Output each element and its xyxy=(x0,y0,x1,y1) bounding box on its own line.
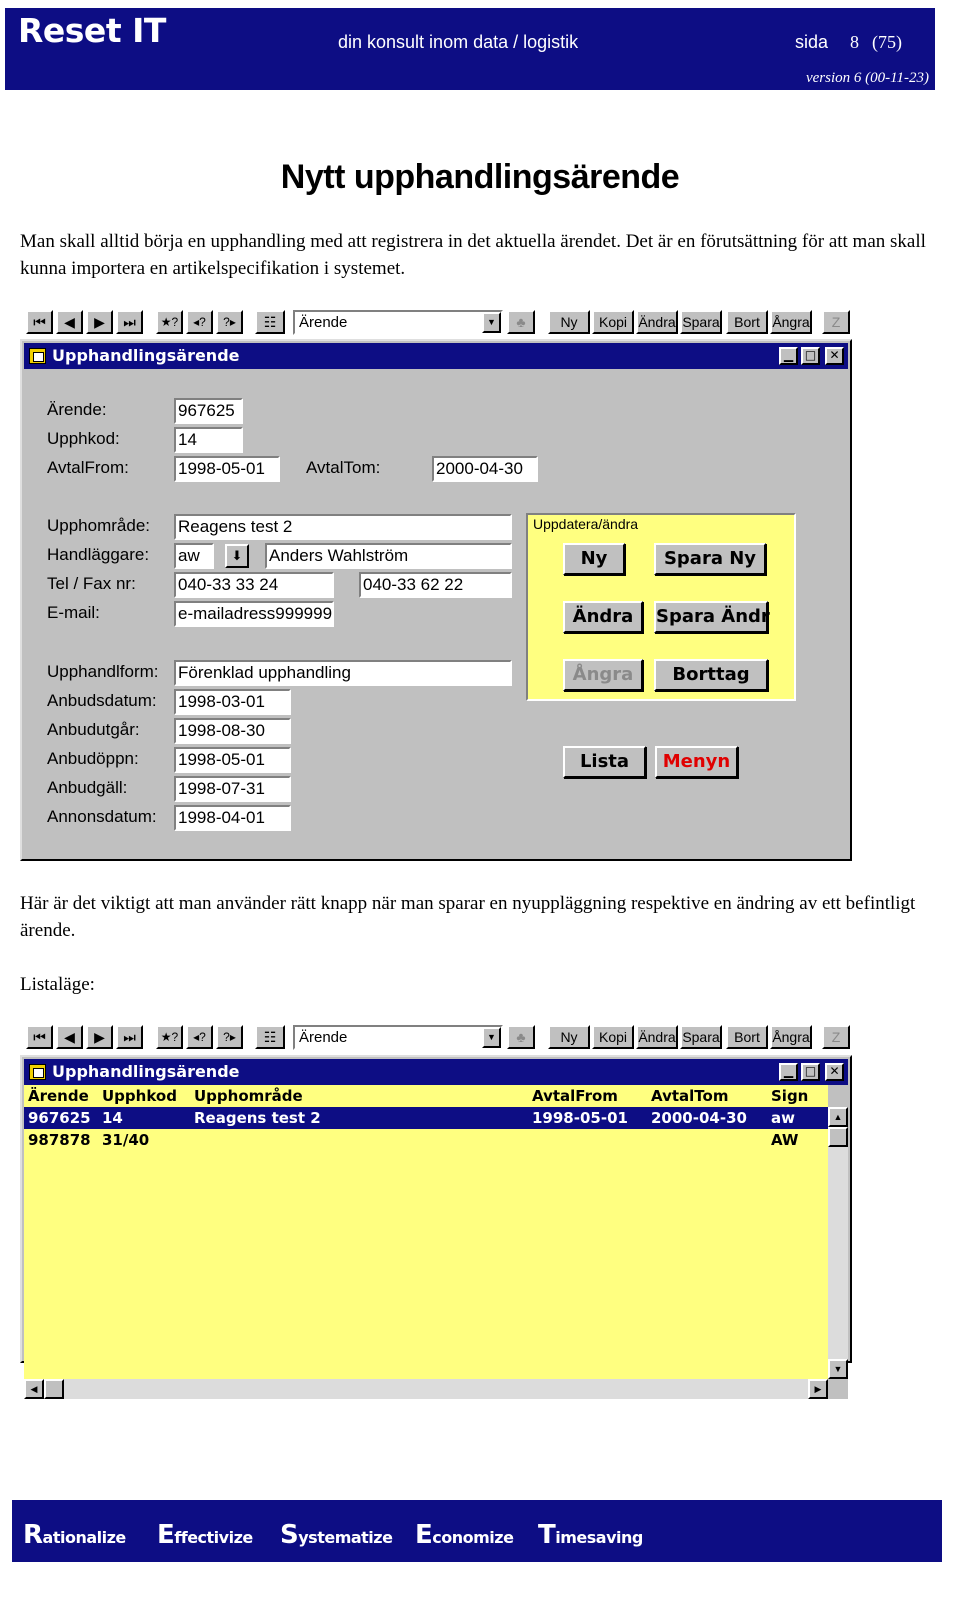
column-header-sign[interactable]: Sign xyxy=(771,1087,809,1105)
list-window-title: Upphandlingsärende xyxy=(52,1062,240,1081)
find-prev-button[interactable]: ◂? xyxy=(186,310,213,334)
list-window-titlebar[interactable] xyxy=(24,1059,848,1085)
scroll-thumb[interactable] xyxy=(828,1127,848,1147)
arende-field[interactable]: 967625 xyxy=(174,398,243,424)
anbudutgar-label: Anbudutgår: xyxy=(47,720,140,739)
handlaggare-name-field[interactable]: Anders Wahlström xyxy=(265,543,512,569)
form-select-value: Ärende xyxy=(299,1029,348,1046)
form-select[interactable] xyxy=(293,310,503,335)
upphkod-field[interactable]: 14 xyxy=(174,427,243,453)
page-title: Nytt upphandlingsärende xyxy=(280,158,680,196)
toolbar-bort-button[interactable]: Bort xyxy=(726,1025,768,1049)
note-paragraph: Här är det viktigt att man använder rätt knapp när man sparar en nyuppläggning respektive en ändring av ett befintligt ärende. xyxy=(20,893,916,941)
update-panel-title: Uppdatera/ändra xyxy=(533,516,639,532)
toolbar-angra-button[interactable]: Ångra xyxy=(770,310,812,334)
email-field[interactable]: e-mailadress999999 xyxy=(174,601,334,627)
page-label: sida xyxy=(795,32,829,52)
form-window-title: Upphandlingsärende xyxy=(52,346,240,365)
page-total: (75) xyxy=(872,32,902,52)
avtalfrom-label: AvtalFrom: xyxy=(47,458,129,477)
anbudgall-label: Anbudgäll: xyxy=(47,778,128,797)
page-header xyxy=(5,8,935,90)
andra-button[interactable]: Ändra xyxy=(563,601,643,633)
column-header-upphomrade[interactable]: Upphområde xyxy=(194,1087,303,1105)
toolbar-ny-button[interactable]: Ny xyxy=(548,310,590,334)
anbudoppn-label: Anbudöppn: xyxy=(47,749,139,768)
spara-ny-button[interactable]: Spara Ny xyxy=(654,543,766,575)
cell-arende: 967625 xyxy=(28,1109,91,1127)
minimize-icon[interactable]: ▁ xyxy=(779,1063,798,1081)
toolbar-z-button[interactable]: Z xyxy=(822,310,850,334)
fax-field[interactable]: 040-33 62 22 xyxy=(359,572,512,598)
toolbar-ny-button[interactable]: Ny xyxy=(548,1025,590,1049)
handlaggare-picker-icon[interactable]: ⬇ xyxy=(225,544,249,568)
footer-word: Systematize xyxy=(280,1520,393,1550)
toolbar-bort-button[interactable]: Bort xyxy=(726,310,768,334)
header-tagline: din konsult inom data / logistik xyxy=(338,32,579,52)
toolbar-form xyxy=(22,309,854,339)
footer-word: Rationalize xyxy=(23,1520,126,1550)
form-window xyxy=(20,339,852,861)
cell-upphkod: 31/40 xyxy=(102,1131,150,1149)
minimize-icon[interactable]: ▁ xyxy=(779,347,798,365)
tree-icon[interactable]: ♣ xyxy=(507,310,535,334)
resize-grip-icon[interactable] xyxy=(828,1379,848,1399)
scroll-down-icon[interactable]: ▼ xyxy=(828,1359,848,1379)
footer-word: Effectivize xyxy=(157,1520,253,1550)
cell-sign: AW xyxy=(771,1131,799,1149)
avtalfrom-field[interactable]: 1998-05-01 xyxy=(174,456,280,482)
toolbar-andra-button[interactable]: Ändra xyxy=(636,310,678,334)
annonsdatum-field[interactable]: 1998-04-01 xyxy=(174,805,291,831)
footer-word: Economize xyxy=(415,1520,514,1550)
toolbar-z-button[interactable]: Z xyxy=(822,1025,850,1049)
dropdown-arrow-icon[interactable]: ▼ xyxy=(482,312,501,333)
list-window xyxy=(20,1055,852,1394)
cell-upphomrade: Reagens test 2 xyxy=(194,1109,321,1127)
arende-label: Ärende: xyxy=(47,400,107,419)
email-label: E-mail: xyxy=(47,603,100,622)
upphomrade-field[interactable]: Reagens test 2 xyxy=(174,514,512,540)
handlaggare-label: Handläggare: xyxy=(47,545,150,564)
next-record-button[interactable]: ▶ xyxy=(86,310,113,334)
maximize-icon[interactable]: □ xyxy=(801,347,820,365)
prev-record-button[interactable]: ◀ xyxy=(56,310,83,334)
list-mode-heading: Listaläge: xyxy=(20,974,95,995)
cell-avtaltom: 2000-04-30 xyxy=(651,1109,747,1127)
column-header-avtaltom[interactable]: AvtalTom xyxy=(651,1087,729,1105)
close-icon[interactable]: ✕ xyxy=(825,1063,844,1081)
toolbar-spara-button[interactable]: Spara xyxy=(680,310,722,334)
upphkod-label: Upphkod: xyxy=(47,429,120,448)
avtaltom-field[interactable]: 2000-04-30 xyxy=(432,456,538,482)
lista-button[interactable]: Lista xyxy=(563,746,646,778)
maximize-icon[interactable]: □ xyxy=(801,1063,820,1081)
anbudutgar-field[interactable]: 1998-08-30 xyxy=(174,718,291,744)
vertical-scrollbar[interactable] xyxy=(828,1107,848,1379)
find-all-button[interactable]: ★? xyxy=(156,310,183,334)
table-row[interactable] xyxy=(24,1107,828,1129)
intro-paragraph: Man skall alltid börja en upphandling med att registrera in det aktuella ärendet. Det är en förutsättning för att man skall kunna importera en artikelspecifikation i systemet. xyxy=(20,231,926,279)
table-row[interactable] xyxy=(24,1129,828,1151)
borttag-button[interactable]: Borttag xyxy=(654,659,768,691)
cell-arende: 987878 xyxy=(28,1131,91,1149)
find-prev-button[interactable]: ◂? xyxy=(186,1025,213,1049)
form-window-titlebar[interactable] xyxy=(24,343,848,369)
list-header-row xyxy=(24,1085,828,1107)
app-icon xyxy=(29,348,46,364)
first-record-button[interactable]: ⏮ xyxy=(26,1025,53,1049)
close-icon[interactable]: ✕ xyxy=(825,347,844,365)
page-footer xyxy=(12,1500,942,1562)
find-next-button[interactable]: ?▸ xyxy=(216,1025,243,1049)
scroll-right-icon[interactable]: ▶ xyxy=(808,1379,828,1399)
tel-field[interactable]: 040-33 33 24 xyxy=(174,572,334,598)
toolbar-angra-button[interactable]: Ångra xyxy=(770,1025,812,1049)
anbudgall-field[interactable]: 1998-07-31 xyxy=(174,776,291,802)
telfax-label: Tel / Fax nr: xyxy=(47,574,136,593)
find-next-button[interactable]: ?▸ xyxy=(216,310,243,334)
toolbar-kopi-button[interactable]: Kopi xyxy=(592,310,634,334)
column-header-upphkod[interactable]: Upphkod xyxy=(102,1087,177,1105)
anbudsdatum-label: Anbudsdatum: xyxy=(47,691,157,710)
form-select-value: Ärende xyxy=(299,314,348,331)
page-number: 8 xyxy=(850,32,859,52)
upphandlform-field[interactable]: Förenklad upphandling xyxy=(174,660,512,686)
last-record-button[interactable]: ⏭ xyxy=(116,310,143,334)
menyn-button[interactable]: Menyn xyxy=(655,746,738,778)
dropdown-arrow-icon[interactable]: ▼ xyxy=(482,1027,501,1048)
tree-icon[interactable]: ♣ xyxy=(507,1025,535,1049)
brand-logo: Reset IT xyxy=(18,11,166,50)
column-header-avtalfrom[interactable]: AvtalFrom xyxy=(532,1087,618,1105)
scroll-left-icon[interactable]: ◀ xyxy=(24,1379,44,1399)
form-select[interactable] xyxy=(293,1025,503,1050)
version-label: version 6 (00-11-23) xyxy=(805,70,929,86)
ny-button[interactable]: Ny xyxy=(563,543,625,575)
anbudsdatum-field[interactable]: 1998-03-01 xyxy=(174,689,291,715)
cell-avtalfrom: 1998-05-01 xyxy=(532,1109,628,1127)
cell-sign: aw xyxy=(771,1109,795,1127)
toolbar-andra-button[interactable]: Ändra xyxy=(636,1025,678,1049)
toolbar-spara-button[interactable]: Spara xyxy=(680,1025,722,1049)
first-record-button[interactable]: ⏮ xyxy=(26,310,53,334)
find-all-button[interactable]: ★? xyxy=(156,1025,183,1049)
toolbar-kopi-button[interactable]: Kopi xyxy=(592,1025,634,1049)
prev-record-button[interactable]: ◀ xyxy=(56,1025,83,1049)
scroll-up-icon[interactable]: ▲ xyxy=(828,1107,848,1127)
column-header-arende[interactable]: Ärende xyxy=(28,1087,89,1105)
next-record-button[interactable]: ▶ xyxy=(86,1025,113,1049)
scroll-thumb-horizontal[interactable] xyxy=(44,1379,64,1399)
list-view-button[interactable]: ☷ xyxy=(255,1025,285,1049)
app-icon xyxy=(29,1064,46,1080)
spara-andr-button[interactable]: Spara Ändr xyxy=(654,601,768,633)
upphandlform-label: Upphandlform: xyxy=(47,662,159,681)
upphomrade-label: Upphområde: xyxy=(47,516,151,535)
anbudoppn-field[interactable]: 1998-05-01 xyxy=(174,747,291,773)
list-view-button[interactable]: ☷ xyxy=(255,310,285,334)
last-record-button[interactable]: ⏭ xyxy=(116,1025,143,1049)
annonsdatum-label: Annonsdatum: xyxy=(47,807,157,826)
angra-button[interactable]: Ångra xyxy=(563,659,643,691)
horizontal-scrollbar[interactable] xyxy=(24,1379,828,1399)
handlaggare-code-field[interactable]: aw xyxy=(174,543,214,569)
cell-upphkod: 14 xyxy=(102,1109,123,1127)
footer-word: Timesaving xyxy=(538,1520,643,1550)
avtaltom-label: AvtalTom: xyxy=(306,458,381,477)
toolbar-list xyxy=(22,1024,854,1054)
update-panel xyxy=(526,513,796,701)
